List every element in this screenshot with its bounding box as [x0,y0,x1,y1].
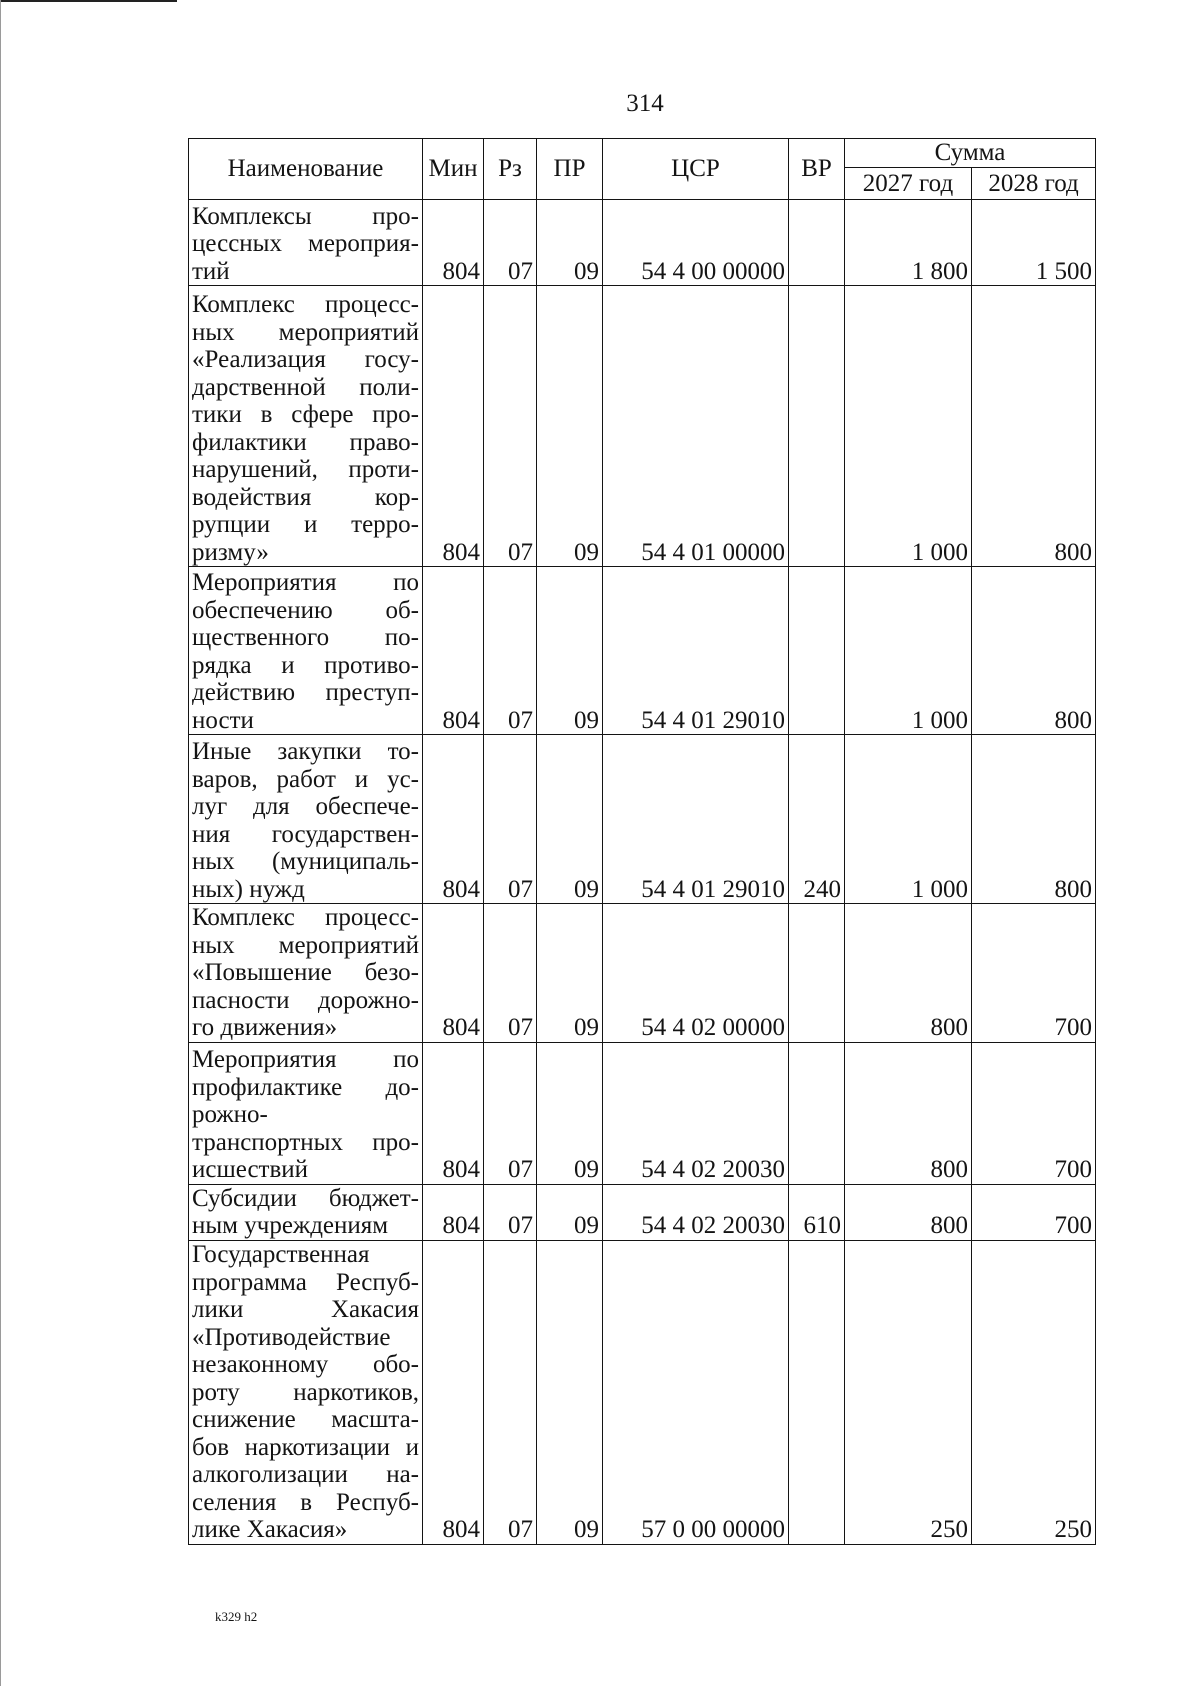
pr-cell: 09 [537,286,603,567]
rz-cell: 07 [484,1240,537,1544]
csr-cell: 54 4 00 00000 [603,200,789,286]
sum-2027-cell: 800 [845,1042,972,1184]
name-cell [189,567,423,735]
name-line: Комплекс процесс- [192,904,419,931]
table-body [189,200,1096,1545]
name-line: роту наркотиков, [192,1378,419,1406]
name-cell [189,200,423,286]
name-line: селения в Респуб- [192,1488,419,1516]
sum-2028-cell: 800 [972,735,1096,904]
table-row [189,1042,1096,1184]
rz-cell: 07 [484,286,537,567]
sum-2027-cell: 800 [845,1184,972,1240]
name-line: действию преступ- [192,679,419,706]
name-line: тий [192,257,230,285]
name-line: ным учреждениям [192,1212,389,1239]
csr-cell: 54 4 01 00000 [603,286,789,567]
pr-cell: 09 [537,1042,603,1184]
name-line: тики в сфере про- [192,401,419,428]
name-cell [189,904,423,1043]
sum-2027-cell: 1 800 [845,200,972,286]
name-line: транспортных про- [192,1128,419,1156]
csr-cell: 54 4 01 29010 [603,567,789,735]
name-cell [189,1042,423,1184]
header-csr: ЦСР [603,139,789,200]
rz-cell: 07 [484,1042,537,1184]
pr-cell: 09 [537,567,603,735]
sum-2028-cell: 800 [972,567,1096,735]
header-row [189,139,1096,168]
name-line: исшествий [192,1156,309,1183]
name-line: «Реализация госу- [192,346,419,373]
min-cell: 804 [423,1240,484,1544]
min-cell: 804 [423,1042,484,1184]
min-cell: 804 [423,904,484,1043]
header-pr: ПР [537,139,603,200]
name-line: алкоголизации на- [192,1461,419,1488]
min-cell: 804 [423,286,484,567]
table-row [189,286,1096,567]
sum-2028-cell: 700 [972,1042,1096,1184]
sum-2027-cell: 250 [845,1240,972,1544]
name-line: лики Хакасия [192,1296,419,1323]
name-line: ризму» [192,538,269,566]
vr-cell [789,1240,845,1544]
name-line: «Противодействие [192,1323,391,1351]
table-row [189,904,1096,1043]
table-row [189,1184,1096,1240]
name-cell [189,735,423,904]
table-row [189,1240,1096,1544]
name-line: Мероприятия по [192,1046,419,1073]
pr-cell: 09 [537,200,603,286]
name-line: ных (муниципаль- [192,848,419,875]
csr-cell: 57 0 00 00000 [603,1240,789,1544]
name-line: Государственная [192,1241,370,1268]
name-line: ных мероприятий [192,931,419,959]
name-line: цессных мероприя- [192,230,419,257]
header-name: Наименование [189,139,423,200]
name-line: бов наркотизации и [192,1433,419,1461]
sum-2027-cell: 1 000 [845,735,972,904]
sum-2027-cell: 1 000 [845,567,972,735]
header-year-2028: 2028 год [972,168,1096,200]
sum-2028-cell: 800 [972,286,1096,567]
name-line: Иные закупки то- [192,738,419,765]
name-line: лике Хакасия» [192,1516,348,1543]
name-cell [189,1240,423,1544]
pr-cell: 09 [537,1184,603,1240]
sum-2027-cell: 1 000 [845,286,972,567]
name-line: щественного по- [192,624,419,651]
sum-2028-cell: 700 [972,904,1096,1043]
name-cell [189,1184,423,1240]
sum-2028-cell: 1 500 [972,200,1096,286]
name-line: го движения» [192,1014,338,1041]
name-line: «Повышение безо- [192,959,419,986]
name-line: рожно- [192,1101,268,1128]
sum-2028-cell: 700 [972,1184,1096,1240]
rz-cell: 07 [484,200,537,286]
min-cell: 804 [423,200,484,286]
csr-cell: 54 4 01 29010 [603,735,789,904]
footer-code: k329 h2 [215,1609,258,1624]
name-line: ния государствен- [192,820,419,848]
name-line: пасности дорожно- [192,986,419,1014]
header-vr: ВР [789,139,845,200]
min-cell: 804 [423,567,484,735]
pr-cell: 09 [537,1240,603,1544]
name-line: варов, работ и ус- [192,765,419,793]
name-line: ных) нужд [192,875,305,903]
rz-cell: 07 [484,1184,537,1240]
name-line: нарушений, проти- [192,456,419,483]
min-cell: 804 [423,1184,484,1240]
scan-edge-top-line [0,0,177,2]
header-sum: Сумма [845,139,1096,168]
rz-cell: 07 [484,567,537,735]
budget-table [188,138,1096,1545]
table-header [189,139,1096,200]
vr-cell [789,567,845,735]
name-line: Мероприятия по [192,569,419,596]
header-year-2027: 2027 год [845,168,972,200]
name-line: филактики право- [192,428,419,456]
name-line: Комплекс процесс- [192,291,419,318]
name-line: обеспечению об- [192,596,419,624]
sum-2027-cell: 800 [845,904,972,1043]
name-line: программа Респуб- [192,1268,419,1296]
name-line: рядка и противо- [192,651,419,679]
csr-cell: 54 4 02 20030 [603,1042,789,1184]
pr-cell: 09 [537,904,603,1043]
table-row [189,200,1096,286]
table-row [189,567,1096,735]
vr-cell [789,200,845,286]
csr-cell: 54 4 02 20030 [603,1184,789,1240]
name-line: профилактике до- [192,1073,419,1101]
name-line: Комплексы про- [192,202,419,230]
vr-cell [789,1042,845,1184]
name-line: луг для обеспече- [192,793,419,820]
name-cell [189,286,423,567]
csr-cell: 54 4 02 00000 [603,904,789,1043]
name-line: ности [192,706,254,734]
name-line: незаконному обо- [192,1351,419,1378]
vr-cell: 610 [789,1184,845,1240]
vr-cell [789,286,845,567]
vr-cell [789,904,845,1043]
scan-edge-left-line [0,0,1,1686]
name-line: ных мероприятий [192,318,419,346]
name-line: дарственной поли- [192,373,419,401]
rz-cell: 07 [484,735,537,904]
name-line: водействия кор- [192,483,419,511]
name-line: Субсидии бюджет- [192,1184,419,1212]
header-min: Мин [423,139,484,200]
page-number: 314 [626,90,664,117]
pr-cell: 09 [537,735,603,904]
min-cell: 804 [423,735,484,904]
sum-2028-cell: 250 [972,1240,1096,1544]
rz-cell: 07 [484,904,537,1043]
name-line: рупции и терро- [192,511,419,538]
vr-cell: 240 [789,735,845,904]
table-row [189,735,1096,904]
header-rz: Рз [484,139,537,200]
name-line: снижение масшта- [192,1406,419,1433]
